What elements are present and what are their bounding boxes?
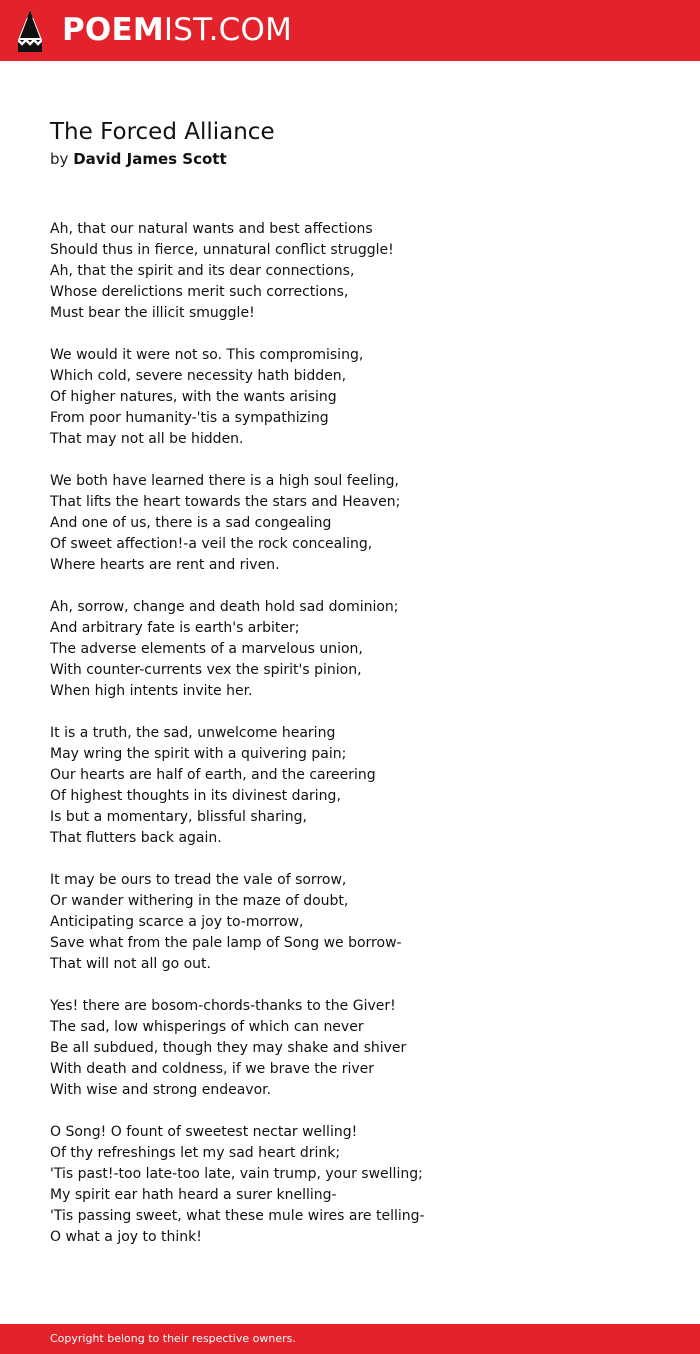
- poem-stanza: [50, 1122, 670, 1248]
- poem-line: That may not all be hidden.: [50, 431, 244, 447]
- poem-line: Whose derelictions merit such corrections,: [50, 284, 349, 300]
- site-logo-link[interactable]: [62, 11, 292, 49]
- poem-line: Be all subdued, though they may shake and shiver: [50, 1040, 407, 1056]
- poem-line: Of sweet affection!-a veil the rock concealing,: [50, 536, 373, 552]
- poem-stanza: [50, 597, 670, 702]
- poem-title: The Forced Alliance: [50, 119, 275, 145]
- poem-line: Ah, that the spirit and its dear connections,: [50, 263, 355, 279]
- poem-line: Of higher natures, with the wants arising: [50, 389, 337, 405]
- poem-line: Must bear the illicit smuggle!: [50, 305, 255, 321]
- site-footer: [0, 1324, 700, 1354]
- poem-line: That will not all go out.: [50, 956, 211, 972]
- poem-line: The sad, low whisperings of which can never: [50, 1019, 364, 1035]
- poem-line: And arbitrary fate is earth's arbiter;: [50, 620, 300, 636]
- poem-line: From poor humanity-'tis a sympathizing: [50, 410, 329, 426]
- poem-line: Save what from the pale lamp of Song we borrow-: [50, 935, 402, 951]
- poem-line: When high intents invite her.: [50, 683, 253, 699]
- poem-line: Should thus in fierce, unnatural conflict struggle!: [50, 242, 394, 258]
- copyright-text: Copyright belong to their respective owners.: [50, 1332, 296, 1345]
- poem-line: Our hearts are half of earth, and the careering: [50, 767, 376, 783]
- poem-stanza: [50, 870, 670, 975]
- poem-body: [50, 219, 670, 1269]
- poem-line: It may be ours to tread the vale of sorrow,: [50, 872, 347, 888]
- poem-line: We both have learned there is a high soul feeling,: [50, 473, 399, 489]
- poem-line: O Song! O fount of sweetest nectar welling!: [50, 1124, 358, 1140]
- poem-line: Is but a momentary, blissful sharing,: [50, 809, 307, 825]
- poem-line: Which cold, severe necessity hath bidden,: [50, 368, 347, 384]
- poem-line: With counter-currents vex the spirit's pinion,: [50, 662, 362, 678]
- poem-line: Ah, sorrow, change and death hold sad dominion;: [50, 599, 399, 615]
- poem-line: Of highest thoughts in its divinest daring,: [50, 788, 341, 804]
- poem-line: O what a joy to think!: [50, 1229, 202, 1245]
- poem-line: We would it were not so. This compromising,: [50, 347, 364, 363]
- poem-stanza: [50, 471, 670, 576]
- poem-stanza: [50, 723, 670, 849]
- poem-line: Yes! there are bosom-chords-thanks to the Giver!: [50, 998, 396, 1014]
- poem-line: With death and coldness, if we brave the river: [50, 1061, 375, 1077]
- poem-line: That lifts the heart towards the stars and Heaven;: [50, 494, 401, 510]
- poem-line: 'Tis passing sweet, what these mule wires are telling-: [50, 1208, 425, 1224]
- poem-stanza: [50, 345, 670, 450]
- poem-stanza: [50, 219, 670, 324]
- pencil-tip-icon: [18, 10, 42, 52]
- logo-light-text: IST.COM: [163, 12, 293, 48]
- poem-line: With wise and strong endeavor.: [50, 1082, 272, 1098]
- poem-stanza: [50, 996, 670, 1101]
- poem-line: Ah, that our natural wants and best affections: [50, 221, 373, 237]
- poem-line: And one of us, there is a sad congealing: [50, 515, 332, 531]
- poem-line: It is a truth, the sad, unwelcome hearing: [50, 725, 336, 741]
- site-header: [0, 0, 700, 61]
- poem-byline: [50, 148, 227, 170]
- poem-line: Anticipating scarce a joy to-morrow,: [50, 914, 304, 930]
- poem-line: Or wander withering in the maze of doubt,: [50, 893, 349, 909]
- poem-line: May wring the spirit with a quivering pain;: [50, 746, 347, 762]
- by-label: by: [50, 150, 69, 168]
- poem-line: The adverse elements of a marvelous union,: [50, 641, 363, 657]
- poem-line: Where hearts are rent and riven.: [50, 557, 280, 573]
- poem-line: My spirit ear hath heard a surer knelling-: [50, 1187, 337, 1203]
- logo-bold-text: POEM: [62, 12, 164, 48]
- poem-author: David James Scott: [73, 150, 227, 168]
- poem-line: 'Tis past!-too late-too late, vain trump, your swelling;: [50, 1166, 423, 1182]
- poem-line: That flutters back again.: [50, 830, 222, 846]
- poem-line: Of thy refreshings let my sad heart drink;: [50, 1145, 341, 1161]
